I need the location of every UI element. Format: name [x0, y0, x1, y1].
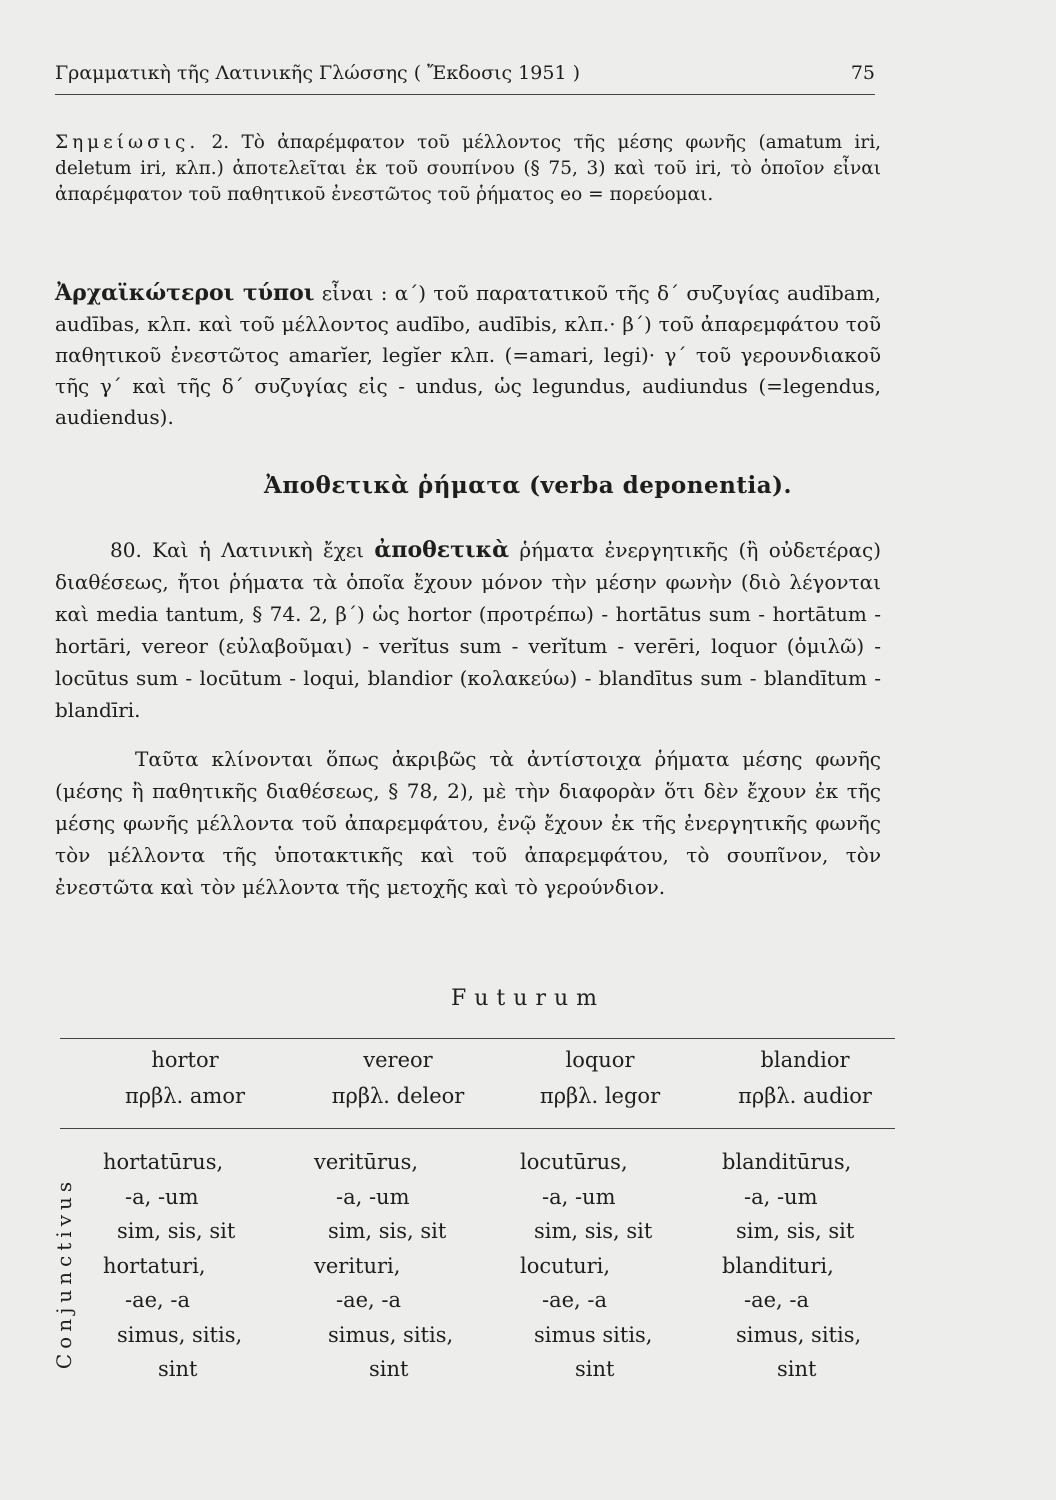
form-line: -a, -um	[542, 1184, 616, 1209]
form-line: sint	[575, 1357, 615, 1381]
form-line: locuturi,	[520, 1253, 611, 1278]
section-80-paragraph	[55, 534, 881, 726]
column-compare: πρβλ. deleor	[331, 1084, 465, 1108]
page-number: 75	[850, 62, 875, 84]
archaic-lead: Ἀρχαϊκώτεροι τύποι	[55, 280, 315, 306]
column-verb: vereor	[363, 1048, 433, 1072]
form-line: -ae, -a	[125, 1288, 191, 1312]
section-number: 80.	[110, 538, 142, 562]
form-line: simus sitis,	[534, 1322, 653, 1347]
inflection-paragraph: Ταῦτα κλίνονται ὅπως ἀκριβῶς τὰ ἀντίστοιχα ῥήματα μέσης φωνῆς (μέσης ἢ παθητικῆς διαθέσεως, § 78, 2), μὲ τὴν διαφορὰν ὅτι δὲν ἔχουν ἐκ τῆς μέσης φωνῆς μέλλοντα τοῦ ἀπαρεμφάτου, ἐνῷ ἔχουν ἐκ τῆς ἐνεργητικῆς φωνῆς τὸν μέλλοντα τῆς ὑποτακτικῆς καὶ τοῦ ἀπαρεμφάτου, τὸ σουπῖνον, τὸν ἐνεστῶτα καὶ τὸν μέλλοντα τῆς μετοχῆς καὶ τὸ γερούνδιον.	[55, 747, 881, 899]
form-line: -ae, -a	[744, 1288, 810, 1312]
table-mid-rule	[60, 1128, 895, 1129]
form-line: -a, -um	[744, 1184, 818, 1209]
column-verb: hortor	[151, 1048, 219, 1072]
conjunctivus-row-label	[48, 1148, 80, 1398]
form-line: sim, sis, sit	[328, 1219, 447, 1243]
table-title: Futurum	[451, 986, 605, 1011]
form-line: sint	[158, 1357, 198, 1381]
column-header	[500, 1042, 700, 1114]
forms-column-vereor	[314, 1145, 524, 1387]
form-line: simus, sitis,	[117, 1322, 243, 1347]
form-line: blanditūrus,	[722, 1150, 852, 1174]
column-compare: πρβλ. legor	[539, 1084, 661, 1108]
form-line: simus, sitis,	[328, 1322, 454, 1347]
column-header	[298, 1042, 498, 1114]
section-heading: Ἀποθετικὰ ῥήματα (verba deponentia).	[264, 472, 792, 499]
conjunctivus-text: Conjunctivus	[52, 1176, 77, 1370]
forms-column-blandior	[722, 1145, 932, 1387]
form-line: verituri,	[314, 1253, 401, 1278]
archaic-text: εἶναι : α΄) τοῦ παρατατικοῦ τῆς δ΄ συζυγίας audībam, audības, κλπ. καὶ τοῦ μέλλοντος audībo, audībis, κλπ.· β΄) τοῦ ἀπαρεμφάτου τοῦ παθητικοῦ ἐνεστῶτος amarĭer, legĭer κλπ. (=amari, legi)· γ΄ τοῦ γερουνδιακοῦ τῆς γ΄ καὶ τῆς δ΄ συζυγίας εἰς - undus, ὡς legundus, audiundus (=legendus, audiendus).	[55, 281, 881, 429]
note-label: Σημείωσις.	[55, 132, 200, 153]
table-top-rule	[60, 1038, 895, 1039]
column-verb: blandior	[760, 1048, 850, 1072]
form-line: -ae, -a	[336, 1288, 402, 1312]
form-line: hortaturi,	[103, 1253, 206, 1278]
forms-column-hortor	[103, 1145, 313, 1387]
form-line: sint	[369, 1357, 409, 1381]
form-line: sim, sis, sit	[117, 1219, 236, 1243]
section-80-part2: ῥήματα ἐνεργητικῆς (ἢ οὐδετέρας) διαθέσεως, ἤτοι ῥήματα τὰ ὁποῖα ἔχουν μόνον τὴν μέσην φωνὴν (διὸ λέγονται καὶ media tantum, § 74. 2, β΄) ὡς hortor (προτρέπω) - hortātus sum - hortātum - hortāri, vereor (εὐλαβοῦμαι) - verĭtus sum - verĭtum - verēri, loquor (ὁμιλῶ) - locūtus sum - locūtum - loqui, blandior (κολακεύω) - blandītus sum - blandītum - blandīri.	[55, 538, 881, 722]
running-title: Γραμματικὴ τῆς Λατινικῆς Γλώσσης ( Ἔκδοσις 1951 )	[55, 62, 580, 84]
column-verb: loquor	[565, 1048, 635, 1072]
note-text: 2. Τὸ ἀπαρέμφατον τοῦ μέλλοντος τῆς μέσης φωνῆς (amatum iri, deletum iri, κλπ.) ἀποτελεῖται ἐκ τοῦ σουπίνου (§ 75, 3) καὶ τοῦ iri, τὸ ὁποῖον εἶναι ἀπαρέμφατον τοῦ παθητικοῦ ἐνεστῶτος τοῦ ῥήματος eo = πορεύομαι.	[55, 132, 881, 205]
form-line: sim, sis, sit	[534, 1219, 653, 1243]
column-compare: πρβλ. audior	[738, 1084, 872, 1108]
form-line: -a, -um	[336, 1184, 410, 1209]
form-line: veritūrus,	[314, 1150, 419, 1174]
note-paragraph	[55, 130, 881, 208]
running-header	[55, 62, 875, 95]
form-line: sim, sis, sit	[736, 1219, 855, 1243]
column-header	[85, 1042, 285, 1114]
column-compare: πρβλ. amor	[124, 1084, 246, 1108]
form-line: simus, sitis,	[736, 1322, 862, 1347]
section-80-part1: Καὶ ἡ Λατινικὴ ἔχει	[152, 538, 365, 562]
form-line: blandituri,	[722, 1253, 834, 1278]
section-80-bold-term: ἀποθετικὰ	[374, 537, 510, 563]
form-line: -ae, -a	[542, 1288, 608, 1312]
form-line: hortatūrus,	[103, 1150, 224, 1174]
forms-column-loquor	[520, 1145, 730, 1387]
form-line: locutūrus,	[520, 1150, 628, 1174]
column-header	[705, 1042, 905, 1114]
form-line: -a, -um	[125, 1184, 199, 1209]
form-line: sint	[777, 1357, 817, 1381]
archaic-forms-paragraph	[55, 278, 881, 433]
